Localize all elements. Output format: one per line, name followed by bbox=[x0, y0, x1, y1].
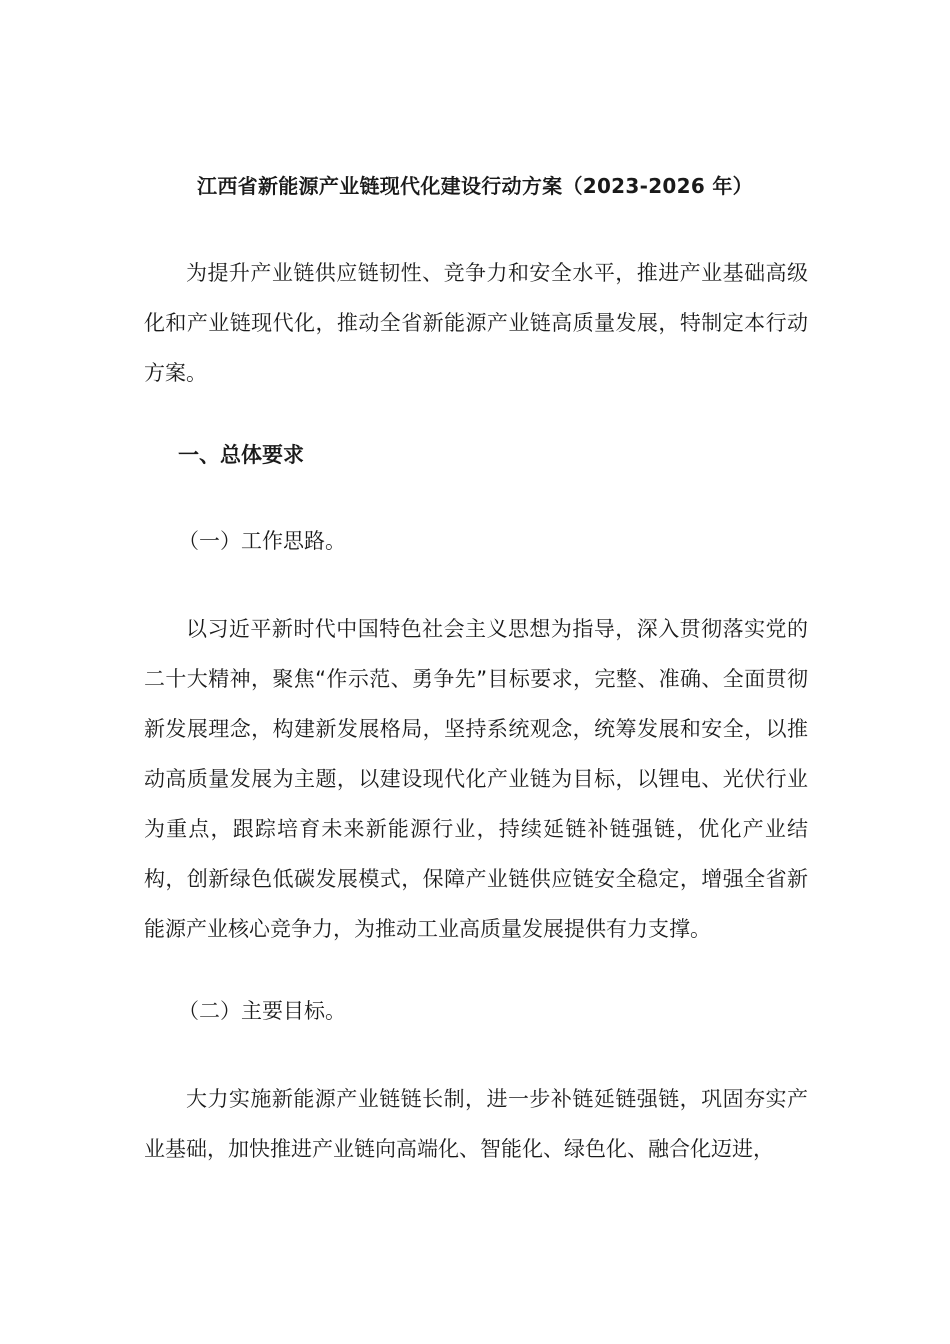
subsection-heading-main-goals: （二）主要目标。 bbox=[178, 999, 346, 1023]
subsection-heading-work-approach: （一）工作思路。 bbox=[178, 529, 346, 553]
main-goals-paragraph: 大力实施新能源产业链链长制，进一步补链延链强链，巩固夯实产业基础，加快推进产业链向高端化、智能化、绿色化、融合化迈进， bbox=[144, 1087, 808, 1161]
work-approach-paragraph: 以习近平新时代中国特色社会主义思想为指导，深入贯彻落实党的二十大精神，聚焦“作示范、勇争先”目标要求，完整、准确、全面贯彻新发展理念，构建新发展格局，坚持系统观念，统筹发展和安全，以推动高质量发展为主题，以建设现代化产业链为目标，以锂电、光伏行业为重点，跟踪培育未来新能源行业，持续延链补链强链，优化产业结构，创新绿色低碳发展模式，保障产业链供应链安全稳定，增强全省新能源产业核心竞争力，为推动工业高质量发展提供有力支撑。 bbox=[144, 617, 808, 941]
intro-paragraph: 为提升产业链供应链韧性、竞争力和安全水平，推进产业基础高级化和产业链现代化，推动全省新能源产业链高质量发展，特制定本行动方案。 bbox=[144, 261, 808, 385]
document-title: 江西省新能源产业链现代化建设行动方案（2023-2026 年） bbox=[197, 174, 753, 198]
section-heading-general-requirements: 一、总体要求 bbox=[178, 443, 304, 467]
